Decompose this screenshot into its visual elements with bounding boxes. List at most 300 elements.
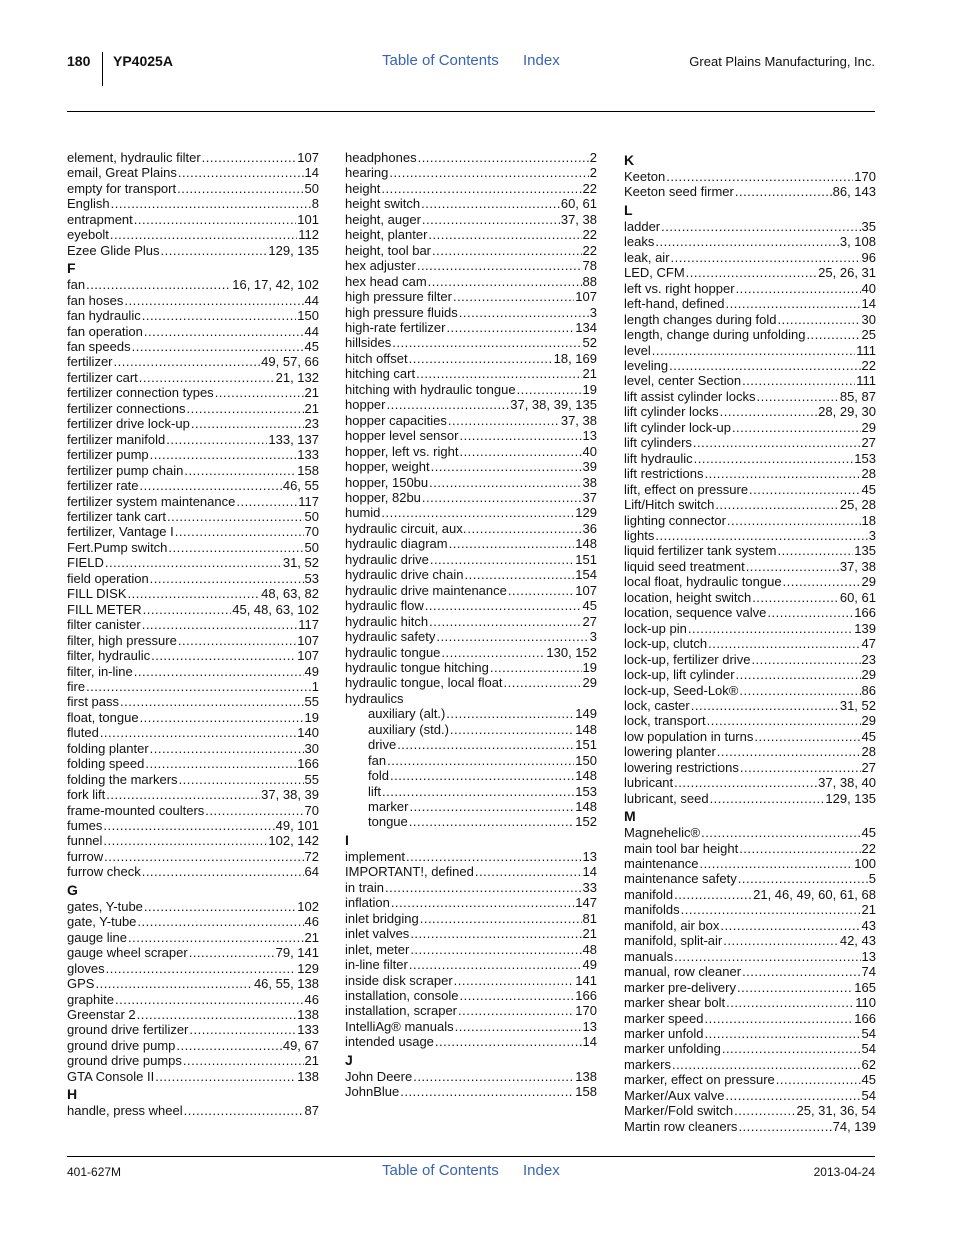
- index-entry: [345, 227, 597, 242]
- page-references[interactable]: 50: [304, 539, 319, 555]
- page-references[interactable]: 21: [582, 926, 597, 942]
- page-references[interactable]: 40: [861, 280, 876, 296]
- page-references[interactable]: 22: [861, 840, 876, 856]
- page-references[interactable]: 45: [861, 728, 876, 744]
- page-references[interactable]: 14: [582, 864, 597, 880]
- dot-leader: [783, 574, 861, 589]
- page-references[interactable]: 14: [861, 296, 876, 312]
- page-references[interactable]: 86, 143: [832, 184, 876, 200]
- page-references[interactable]: 107: [297, 150, 319, 165]
- index-entry: [345, 1003, 597, 1018]
- page-references[interactable]: 13: [582, 848, 597, 864]
- page-references[interactable]: 149: [575, 706, 597, 722]
- page-references[interactable]: 33: [582, 879, 597, 895]
- page-references[interactable]: 148: [575, 536, 597, 552]
- index-term: ground drive fertilizer: [67, 1022, 189, 1038]
- index-term: hydraulic diagram: [345, 536, 448, 552]
- dot-leader: [86, 679, 311, 694]
- page-references[interactable]: 55: [304, 694, 319, 710]
- page-references[interactable]: 151: [575, 737, 597, 753]
- index-subentry: [345, 737, 597, 752]
- page-references[interactable]: 166: [854, 605, 876, 621]
- page-references[interactable]: 27: [582, 613, 597, 629]
- index-term: lowering planter: [624, 744, 716, 760]
- page-references[interactable]: 37, 38, 40: [818, 775, 876, 791]
- index-entry: [67, 478, 319, 493]
- page-references[interactable]: 45: [861, 1072, 876, 1088]
- index-entry: [345, 552, 597, 567]
- index-term: hydraulic drive chain: [345, 567, 464, 583]
- page-references[interactable]: 166: [297, 756, 319, 772]
- dot-leader: [410, 926, 581, 941]
- page-references[interactable]: 135: [854, 543, 876, 559]
- index-term: low population in turns: [624, 728, 754, 744]
- page-references[interactable]: 49: [304, 663, 319, 679]
- page-references[interactable]: 148: [575, 721, 597, 737]
- page-references[interactable]: 166: [854, 1010, 876, 1026]
- page-references[interactable]: 3, 108: [839, 234, 876, 250]
- page-references[interactable]: 54: [861, 1087, 876, 1103]
- page-references[interactable]: 21: [582, 366, 597, 382]
- dot-leader: [124, 293, 303, 308]
- index-term: fertilizer drive lock-up: [67, 416, 190, 432]
- page-references[interactable]: 81: [582, 910, 597, 926]
- page-references[interactable]: 22: [861, 357, 876, 373]
- page-references[interactable]: 3: [589, 304, 597, 320]
- page-references[interactable]: 87: [304, 1103, 319, 1119]
- header-toc-link[interactable]: Table of Contents: [382, 52, 499, 69]
- page-references[interactable]: 1: [311, 678, 319, 694]
- dot-leader: [720, 404, 818, 419]
- index-entry: [624, 652, 876, 667]
- page-references[interactable]: 152: [575, 814, 597, 830]
- footer-toc-link[interactable]: Table of Contents: [382, 1162, 499, 1179]
- page-references[interactable]: 70: [304, 802, 319, 818]
- dot-leader: [751, 652, 860, 667]
- index-term: leveling: [624, 357, 669, 373]
- index-entry: [345, 926, 597, 941]
- index-term: folding planter: [67, 740, 149, 756]
- index-entry: [624, 219, 876, 234]
- page-references[interactable]: 139: [854, 620, 876, 636]
- dot-leader: [134, 664, 304, 679]
- index-entry: [624, 296, 876, 311]
- dot-leader: [106, 787, 260, 802]
- index-entry: [624, 856, 876, 871]
- index-entry: [67, 648, 319, 663]
- index-term: auxiliary (alt.): [368, 706, 446, 722]
- index-entry: [345, 536, 597, 551]
- dot-leader: [161, 243, 268, 258]
- page-references[interactable]: 129: [297, 960, 319, 976]
- page-references[interactable]: 170: [575, 1003, 597, 1019]
- page-references[interactable]: 8: [311, 196, 319, 212]
- index-term: email, Great Plains: [67, 165, 177, 181]
- index-subentry: [345, 768, 597, 783]
- section-letter: I: [345, 831, 349, 848]
- page-references[interactable]: 40: [582, 443, 597, 459]
- index-term: inside disk scraper: [345, 972, 453, 988]
- index-term: hex head cam: [345, 273, 427, 289]
- page-references[interactable]: 102: [297, 898, 319, 914]
- dot-leader: [151, 648, 296, 663]
- page-references[interactable]: 14: [304, 165, 319, 181]
- index-term: fan hydraulic: [67, 308, 141, 324]
- page-references[interactable]: 101: [297, 211, 319, 227]
- page-references[interactable]: 107: [575, 289, 597, 305]
- page-references[interactable]: 54: [861, 1026, 876, 1042]
- page-references[interactable]: 27: [861, 759, 876, 775]
- page-references[interactable]: 117: [298, 617, 319, 633]
- index-entry: [67, 1069, 319, 1084]
- page-references[interactable]: 31, 52: [282, 555, 319, 571]
- page-references[interactable]: 37: [582, 489, 597, 505]
- page-references[interactable]: 44: [304, 323, 319, 339]
- page-references[interactable]: 147: [575, 895, 597, 911]
- page-references[interactable]: 165: [854, 979, 876, 995]
- index-term: marker pre-delivery: [624, 979, 736, 995]
- page-references[interactable]: 148: [575, 799, 597, 815]
- page-references[interactable]: 60, 61: [839, 589, 876, 605]
- index-term: maintenance: [624, 856, 699, 872]
- index-entry: [67, 277, 319, 292]
- page-references[interactable]: 78: [582, 258, 597, 274]
- dot-leader: [749, 482, 860, 497]
- page-references[interactable]: 22: [582, 180, 597, 196]
- page-references[interactable]: 21: [304, 400, 319, 416]
- page-references[interactable]: 86: [861, 682, 876, 698]
- index-term: inlet valves: [345, 926, 410, 942]
- dot-leader: [777, 543, 853, 558]
- page-references[interactable]: 158: [297, 462, 319, 478]
- index-term: GPS: [67, 976, 95, 992]
- page-references[interactable]: 74: [861, 964, 876, 980]
- page-references[interactable]: 21: [861, 902, 876, 918]
- dot-leader: [754, 729, 860, 744]
- page-references[interactable]: 88: [582, 273, 597, 289]
- page-references[interactable]: 28: [861, 466, 876, 482]
- index-entry: [345, 1069, 597, 1084]
- page-references[interactable]: 54: [861, 1041, 876, 1057]
- index-term: Marker/Fold switch: [624, 1103, 734, 1119]
- index-term: gauge line: [67, 929, 127, 945]
- index-term: lift: [368, 783, 381, 799]
- page-references[interactable]: 45: [304, 338, 319, 354]
- index-term: markers: [624, 1056, 671, 1072]
- index-entry: [345, 243, 597, 258]
- page-references[interactable]: 49: [582, 957, 597, 973]
- page-references[interactable]: 25, 26, 31: [818, 265, 876, 281]
- page-references[interactable]: 37, 38, 39: [261, 787, 319, 803]
- index-entry: [345, 598, 597, 613]
- page-references[interactable]: 13: [582, 1018, 597, 1034]
- dot-leader: [382, 784, 574, 799]
- index-entry: [345, 660, 597, 675]
- page-references[interactable]: 47: [861, 636, 876, 652]
- page-references[interactable]: 158: [575, 1084, 597, 1100]
- page-references[interactable]: 166: [575, 988, 597, 1004]
- page-number: 180: [67, 53, 91, 69]
- page-references[interactable]: 49, 67: [282, 1037, 319, 1053]
- dot-leader: [142, 308, 297, 323]
- dot-leader: [187, 401, 304, 416]
- page-references[interactable]: 46, 55, 138: [253, 976, 319, 992]
- index-term: fertilizer pump chain: [67, 462, 184, 478]
- page-references[interactable]: 3: [868, 527, 876, 543]
- page-references[interactable]: 37, 38: [560, 211, 597, 227]
- page-references[interactable]: 23: [304, 416, 319, 432]
- page-references[interactable]: 37, 38, 39, 135: [510, 397, 597, 413]
- header-index-link[interactable]: Index: [523, 52, 560, 69]
- dot-leader: [202, 150, 297, 165]
- index-entry: [67, 385, 319, 400]
- index-term: hydraulics: [345, 690, 404, 706]
- page-references[interactable]: 28, 29, 30: [818, 404, 876, 420]
- dot-leader: [176, 1038, 281, 1053]
- index-entry: [67, 976, 319, 991]
- dot-leader: [100, 725, 296, 740]
- index-term: lift assist cylinder locks: [624, 388, 756, 404]
- index-entry: [345, 957, 597, 972]
- dot-leader: [736, 281, 861, 296]
- index-term: liquid fertilizer tank system: [624, 543, 777, 559]
- index-entry: [624, 543, 876, 558]
- page-references[interactable]: 133: [297, 447, 319, 463]
- dot-leader: [694, 451, 854, 466]
- page-references[interactable]: 138: [297, 1007, 319, 1023]
- page-references[interactable]: 18, 169: [553, 350, 597, 366]
- index-term: hydraulic hitch: [345, 613, 429, 629]
- page-references[interactable]: 19: [582, 659, 597, 675]
- page-references[interactable]: 19: [304, 709, 319, 725]
- page-references[interactable]: 138: [575, 1068, 597, 1084]
- dot-leader: [120, 694, 304, 709]
- index-term: lift hydraulic: [624, 450, 693, 466]
- page-references[interactable]: 46: [304, 991, 319, 1007]
- page-references[interactable]: 138: [297, 1068, 319, 1084]
- index-entry: [624, 667, 876, 682]
- page-references[interactable]: 25, 28: [839, 497, 876, 513]
- dot-leader: [720, 918, 860, 933]
- dot-leader: [150, 571, 304, 586]
- page-references[interactable]: 39: [582, 459, 597, 475]
- index-entry: [345, 351, 597, 366]
- page-references[interactable]: 22: [582, 227, 597, 243]
- index-entry: [624, 980, 876, 995]
- page-references[interactable]: 50: [304, 508, 319, 524]
- page-references[interactable]: 21: [304, 929, 319, 945]
- page-references[interactable]: 96: [861, 249, 876, 265]
- dot-leader: [681, 902, 861, 917]
- dot-leader: [517, 382, 582, 397]
- page-references[interactable]: 21: [304, 385, 319, 401]
- index-term: funnel: [67, 833, 103, 849]
- page-references[interactable]: 46: [304, 914, 319, 930]
- page-references[interactable]: 85, 87: [839, 388, 876, 404]
- page-references[interactable]: 150: [297, 308, 319, 324]
- page-references[interactable]: 48: [582, 941, 597, 957]
- page-references[interactable]: 13: [582, 428, 597, 444]
- index-entry: [624, 590, 876, 605]
- page-references[interactable]: 52: [582, 335, 597, 351]
- index-entry: [345, 629, 597, 644]
- page-references[interactable]: 129, 135: [825, 790, 876, 806]
- page-references[interactable]: 13: [861, 948, 876, 964]
- index-term: hopper capacities: [345, 412, 447, 428]
- page-references[interactable]: 107: [297, 632, 319, 648]
- index-entry: [67, 227, 319, 242]
- page-references[interactable]: 29: [861, 419, 876, 435]
- page-references[interactable]: 28: [861, 744, 876, 760]
- page-references[interactable]: 22: [582, 242, 597, 258]
- page-references[interactable]: 111: [856, 342, 876, 358]
- page-references[interactable]: 72: [304, 848, 319, 864]
- dot-leader: [756, 389, 838, 404]
- page-references[interactable]: 21, 46, 49, 60, 61, 68: [753, 886, 876, 902]
- index-entry: [345, 196, 597, 211]
- page-references[interactable]: 43: [861, 917, 876, 933]
- page-references[interactable]: 29: [582, 675, 597, 691]
- page-references[interactable]: 37, 38: [839, 558, 876, 574]
- page-references[interactable]: 23: [861, 651, 876, 667]
- page-references[interactable]: 111: [856, 373, 876, 389]
- page-references[interactable]: 5: [868, 871, 876, 887]
- page-references[interactable]: 50: [304, 180, 319, 196]
- page-references[interactable]: 44: [304, 292, 319, 308]
- index-subentry: [345, 814, 597, 829]
- page-references[interactable]: 140: [297, 725, 319, 741]
- page-references[interactable]: 117: [298, 493, 319, 509]
- dot-leader: [177, 181, 303, 196]
- page-references[interactable]: 29: [861, 574, 876, 590]
- page-references[interactable]: 25: [861, 327, 876, 343]
- page-references[interactable]: 148: [575, 768, 597, 784]
- page-references[interactable]: 35: [861, 218, 876, 234]
- page-references[interactable]: 46, 55: [282, 478, 319, 494]
- page-references[interactable]: 102, 142: [268, 833, 319, 849]
- page-references[interactable]: 42, 43: [839, 933, 876, 949]
- index-term: lift cylinders: [624, 435, 692, 451]
- index-entry: [67, 293, 319, 308]
- index-term: location, height switch: [624, 589, 752, 605]
- page-references[interactable]: 3: [589, 629, 597, 645]
- index-entry: [624, 265, 876, 280]
- page-references[interactable]: 2: [589, 165, 597, 181]
- index-term: FILL DISK: [67, 586, 127, 602]
- index-term: left vs. right hopper: [624, 280, 735, 296]
- dot-leader: [205, 803, 303, 818]
- page-references[interactable]: 14: [582, 1034, 597, 1050]
- index-term: hex adjuster: [345, 258, 416, 274]
- page-references[interactable]: 153: [575, 783, 597, 799]
- page-references[interactable]: 38: [582, 474, 597, 490]
- page-references[interactable]: 16, 17, 42, 102: [232, 277, 319, 293]
- index-entry: [345, 274, 597, 289]
- page-references[interactable]: 2: [589, 150, 597, 165]
- dot-leader: [420, 911, 582, 926]
- page-references[interactable]: 107: [575, 582, 597, 598]
- page-references[interactable]: 64: [304, 864, 319, 880]
- page-references[interactable]: 133, 137: [268, 431, 319, 447]
- page-references[interactable]: 112: [298, 227, 319, 243]
- page-references[interactable]: 45: [582, 598, 597, 614]
- dot-leader: [732, 420, 861, 435]
- page-references[interactable]: 53: [304, 570, 319, 586]
- page-references[interactable]: 27: [861, 435, 876, 451]
- index-entry: [624, 1072, 876, 1087]
- page-references[interactable]: 29: [861, 667, 876, 683]
- page-references[interactable]: 30: [861, 311, 876, 327]
- page-references[interactable]: 74, 139: [832, 1118, 876, 1134]
- page-references[interactable]: 45: [861, 481, 876, 497]
- dot-leader: [674, 949, 860, 964]
- index-term: location, sequence valve: [624, 605, 767, 621]
- dot-leader: [111, 196, 311, 211]
- page-references[interactable]: 49, 101: [275, 818, 319, 834]
- page-references[interactable]: 150: [575, 752, 597, 768]
- page-references[interactable]: 133: [297, 1022, 319, 1038]
- page-references[interactable]: 48, 63, 82: [261, 586, 319, 602]
- page-references[interactable]: 55: [304, 771, 319, 787]
- page-references[interactable]: 134: [575, 319, 597, 335]
- index-entry: [67, 930, 319, 945]
- index-term: Marker/Aux valve: [624, 1087, 725, 1103]
- page-references[interactable]: 79, 141: [275, 945, 319, 961]
- index-entry: [345, 320, 597, 335]
- page-references[interactable]: 49, 57, 66: [261, 354, 319, 370]
- page-references[interactable]: 19: [582, 381, 597, 397]
- page-references[interactable]: 151: [575, 551, 597, 567]
- page-references[interactable]: 37, 38: [560, 412, 597, 428]
- page-references[interactable]: 18: [861, 512, 876, 528]
- dot-leader: [691, 698, 839, 713]
- index-term: Lift/Hitch switch: [624, 497, 715, 513]
- page-references[interactable]: 62: [861, 1056, 876, 1072]
- page-references[interactable]: 154: [575, 567, 597, 583]
- page-references[interactable]: 21: [304, 1053, 319, 1069]
- page-references[interactable]: 153: [854, 450, 876, 466]
- index-term: headphones: [345, 150, 417, 165]
- page-references[interactable]: 100: [854, 856, 876, 872]
- page-references[interactable]: 29: [861, 713, 876, 729]
- page-references[interactable]: 30: [304, 740, 319, 756]
- page-references[interactable]: 60, 61: [560, 196, 597, 212]
- page-references[interactable]: 70: [304, 524, 319, 540]
- page-references[interactable]: 129, 135: [268, 242, 319, 258]
- page-references[interactable]: 45: [861, 825, 876, 841]
- page-references[interactable]: 25, 31, 36, 54: [796, 1103, 876, 1119]
- index-entry: [67, 914, 319, 929]
- page-references[interactable]: 110: [855, 995, 876, 1011]
- page-references[interactable]: 129: [575, 505, 597, 521]
- page-references[interactable]: 31, 52: [839, 697, 876, 713]
- index-term: high-rate fertilizer: [345, 319, 446, 335]
- index-entry: [624, 621, 876, 636]
- page-references[interactable]: 170: [854, 169, 876, 184]
- page-references[interactable]: 36: [582, 520, 597, 536]
- page-references[interactable]: 130, 152: [546, 644, 597, 660]
- dot-leader: [725, 296, 860, 311]
- page-references[interactable]: 141: [575, 972, 597, 988]
- index-term: left-hand, defined: [624, 296, 725, 312]
- page-references[interactable]: 45, 48, 63, 102: [232, 601, 319, 617]
- index-entry: [624, 825, 876, 840]
- index-term: manuals: [624, 948, 674, 964]
- dot-leader: [740, 760, 861, 775]
- page-references[interactable]: 107: [297, 648, 319, 664]
- footer-index-link[interactable]: Index: [523, 1162, 560, 1179]
- page-references[interactable]: 21, 132: [275, 369, 319, 385]
